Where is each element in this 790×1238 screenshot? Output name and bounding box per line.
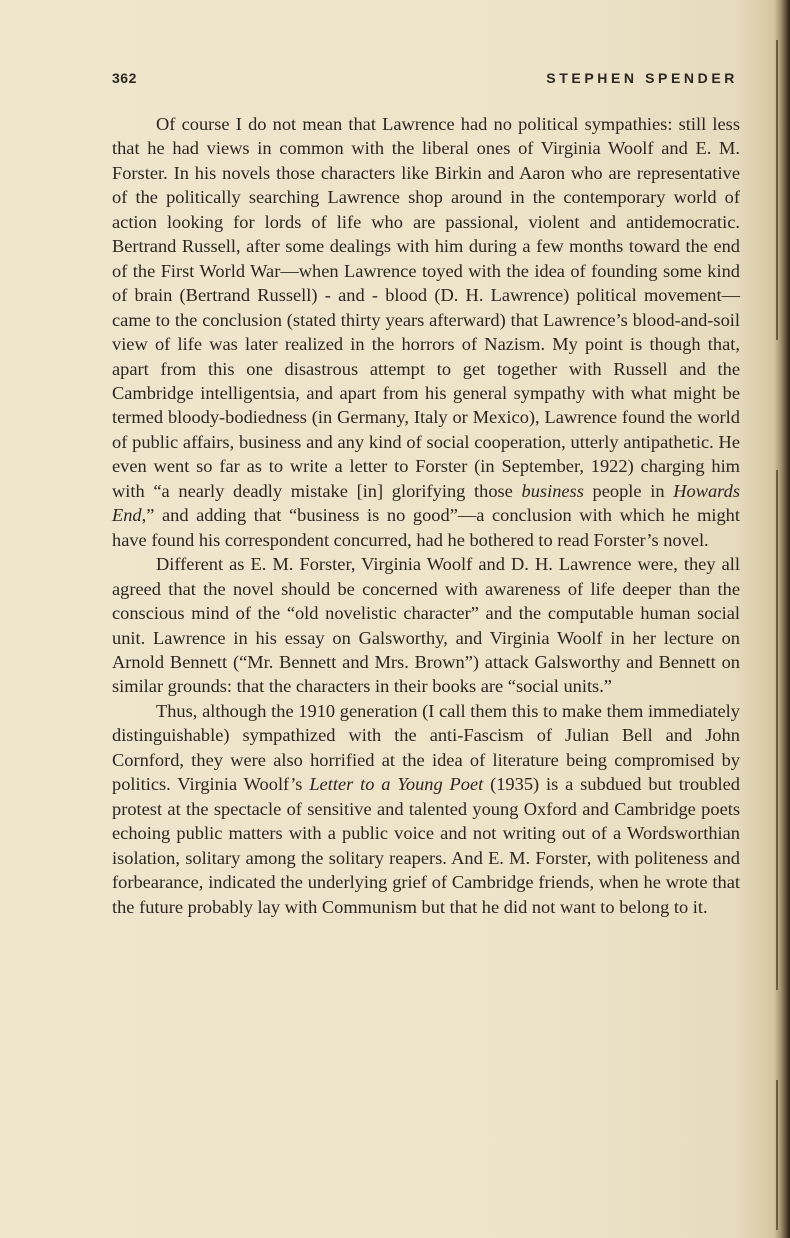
text-segment: people in <box>583 480 674 501</box>
page-edge-line <box>776 470 778 990</box>
page-number: 362 <box>112 70 137 86</box>
body-text <box>112 112 740 919</box>
text-segment: Thus, although the 1910 generation (I call them this to make them immediately distinguishable) sympathized with the anti-Fascism of Julian Bell and John Cornford, they were also horrified at the idea of literature being compromised by politics. Virginia Woolf’s <box>112 700 740 795</box>
running-head: STEPHEN SPENDER <box>546 70 738 86</box>
text-segment: (1935) is a subdued but troubled protest at the spectacle of sensitive and talented young Oxford and Cambridge poets echoing public matters with a public voice and not writing out of a Wordsworthian isolation, solitary among the solitary reapers. And E. M. Forster, with politeness and forbearance, indicated the underlying grief of Cambridge friends, when he wrote that the future probably lay with Communism but that he did not want to belong to it. <box>112 774 740 917</box>
text-segment: Different as E. M. Forster, Virginia Woolf and D. H. Lawrence were, they all agreed that the novel should be concerned with awareness of life deeper than the conscious mind of the “old novelistic character” and the computable human social unit. Lawrence in his essay on Galsworthy, and Virginia Woolf in her lecture on Arnold Bennett (“Mr. Bennett and Mrs. Brown”) attack Galsworthy and Bennett on similar grounds: that the characters in their books are “social units.” <box>112 554 740 697</box>
page-edge-line <box>776 40 778 340</box>
paragraph <box>112 552 740 699</box>
page-edge-line <box>776 1080 778 1230</box>
paragraph <box>112 112 740 552</box>
text-segment: Of course I do not mean that Lawrence had no political sympathies: still less that he had views in common with the liberal ones of Virginia Woolf and E. M. Forster. In his novels those characters like Birkin and Aaron who are representative of the politically searching Lawrence shop around in the contemporary world of action looking for lords of life who are passional, violent and antidemocratic. Bertrand Russell, after some dealings with him during a few months toward the end of the First World War—when Lawrence toyed with the idea of founding some kind of brain (Bertrand Russell) - and - blood (D. H. Lawrence) political movement—came to the conclusion (stated thirty years afterward) that Lawrence’s blood-and-soil view of life was later realized in the horrors of Nazism. My point is though that, apart from this one disastrous attempt to get together with Russell and the Cambridge intelligentsia, and apart from his general sympathy with what might be termed bloody-bodiedness (in Germany, Italy or Mexico), Lawrence found the world of public affairs, business and any kind of social cooperation, utterly antipathetic. He even went so far as to write a letter to Forster (in September, 1922) charging him with “a nearly deadly mistake [in] glorifying those <box>112 114 740 501</box>
text-segment: ,” and adding that “business is no good”—a conclusion with which he might have found his correspondent concurred, had he bothered to read Forster’s novel. <box>112 505 740 550</box>
page-header <box>112 70 738 94</box>
italic-text: Howards End <box>112 480 740 526</box>
italic-text: Letter to a Young Poet <box>309 774 484 795</box>
italic-text: business <box>521 480 584 501</box>
paragraph <box>112 699 740 919</box>
